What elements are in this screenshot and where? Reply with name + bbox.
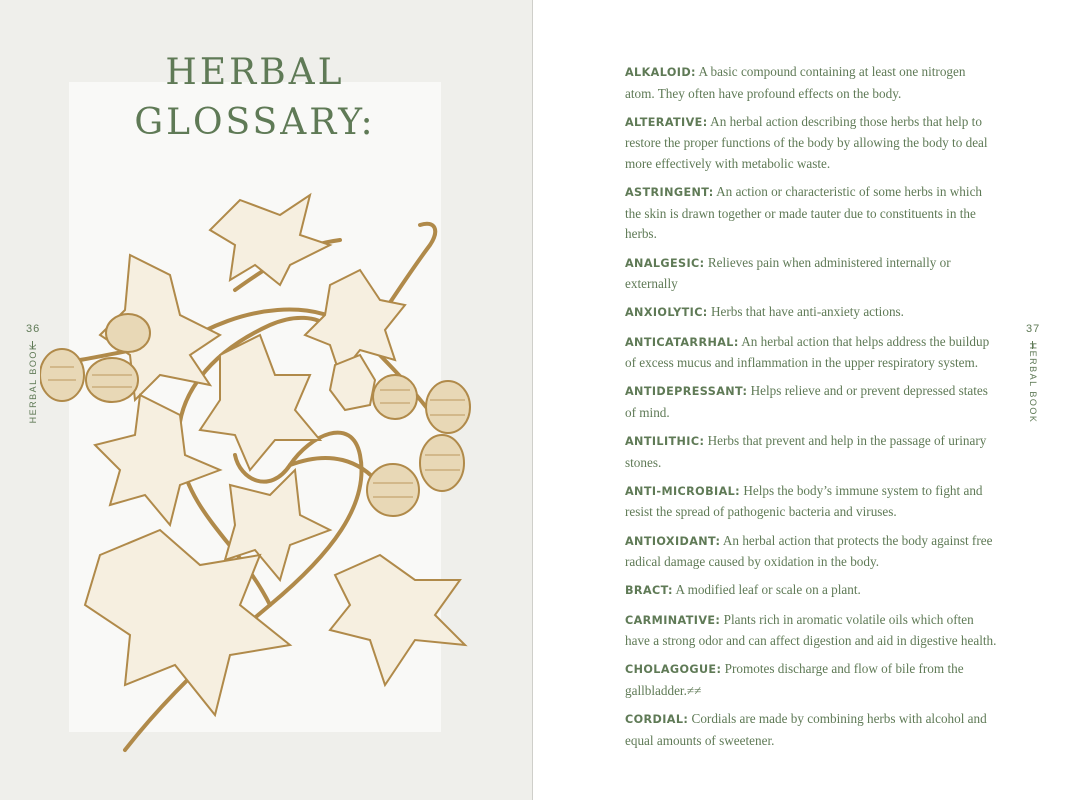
glossary-entry	[625, 182, 997, 245]
glossary-definition: Promotes discharge and flow of bile from the gallbladder.≠≠	[625, 661, 964, 698]
running-head-left: HERBAL BOOK	[28, 342, 38, 424]
glossary-term: ANTICATARRHAL:	[625, 335, 739, 349]
glossary-term: ANTIDEPRESSANT:	[625, 385, 748, 399]
glossary-term: ASTRINGENT:	[625, 186, 714, 200]
glossary-definition: Cordials are made by combining herbs with alcohol and equal amounts of sweetener.	[625, 711, 987, 748]
glossary-entry	[625, 610, 997, 652]
running-head-right: HERBAL BOOK	[1028, 342, 1038, 424]
glossary-entry	[625, 381, 997, 423]
glossary-term: CARMINATIVE:	[625, 613, 721, 627]
glossary-entry	[625, 531, 997, 573]
left-page	[0, 0, 532, 800]
glossary-definition: Helps the body’s immune system to fight and resist the spread of pathogenic bacteria and viruses.	[625, 482, 983, 520]
glossary-entry	[625, 112, 997, 175]
glossary-term: CORDIAL:	[625, 713, 689, 727]
glossary-definition: An herbal action that protects the body against free radical damage caused by oxidation in the body.	[625, 532, 993, 570]
glossary-entry	[625, 253, 997, 295]
hop-cone-1	[40, 349, 84, 401]
glossary-entry	[625, 302, 997, 324]
glossary-term: BRACT:	[625, 584, 673, 598]
hop-cone-4	[373, 375, 417, 419]
glossary-entry	[625, 332, 997, 374]
page-title	[120, 48, 390, 148]
glossary-definition: Relieves pain when administered internally or externally	[625, 254, 951, 292]
glossary-entry	[625, 62, 997, 104]
hop-cone-6	[420, 435, 464, 491]
glossary-entry	[625, 580, 997, 602]
leaf-9	[330, 355, 375, 410]
glossary-term: ALTERATIVE:	[625, 115, 708, 129]
title-line-2: GLOSSARY:	[134, 102, 376, 143]
glossary-term: ANALGESIC:	[625, 256, 705, 270]
glossary-list	[625, 62, 997, 759]
hop-vine-illustration	[40, 185, 480, 760]
glossary-term: ANTI-MICROBIAL:	[625, 484, 741, 498]
title-line-1: HERBAL	[165, 52, 345, 93]
glossary-term: ANTIOXIDANT:	[625, 534, 721, 548]
glossary-entry	[625, 481, 997, 523]
glossary-entry	[625, 709, 997, 751]
glossary-definition: An action or characteristic of some herbs in which the skin is drawn together or made tauter due to constituents in the herbs.	[625, 184, 983, 242]
glossary-definition: Plants rich in aromatic volatile oils which often have a strong odor and can affect digestion and aid in digestive health.	[625, 611, 997, 649]
page-number-right: 37	[1026, 323, 1041, 335]
page-number-left: 36	[26, 323, 41, 335]
glossary-definition: A modified leaf or scale on a plant.	[675, 582, 861, 598]
glossary-term: ANXIOLYTIC:	[625, 306, 708, 320]
leaf-7	[330, 555, 465, 685]
glossary-definition: An herbal action that helps address the buildup of excess mucus and inflammation in the upper respiratory system.	[625, 333, 990, 371]
glossary-definition: An herbal action describing those herbs that help to restore the proper functions of the body by allowing the body to deal more effectively with metabolic waste.	[625, 113, 988, 171]
leaf-1	[210, 195, 330, 285]
hop-cone-5	[426, 381, 470, 433]
glossary-definition: Herbs that have anti-anxiety actions.	[710, 304, 904, 320]
glossary-term: CHOLAGOGUE:	[625, 663, 722, 677]
leaf-6	[85, 530, 290, 715]
hop-cone-7	[367, 464, 419, 516]
hop-cone-3	[106, 314, 150, 352]
glossary-definition: A basic compound containing at least one nitrogen atom. They often have profound effects on the body.	[625, 64, 966, 101]
glossary-term: ANTILITHIC:	[625, 435, 705, 449]
glossary-entry	[625, 659, 997, 701]
glossary-definition: Herbs that prevent and help in the passage of urinary stones.	[625, 433, 987, 470]
glossary-term: ALKALOID:	[625, 66, 696, 79]
hop-cone-2	[86, 358, 138, 402]
glossary-entry	[625, 431, 997, 473]
glossary-definition: Helps relieve and or prevent depressed states of mind.	[625, 383, 988, 420]
